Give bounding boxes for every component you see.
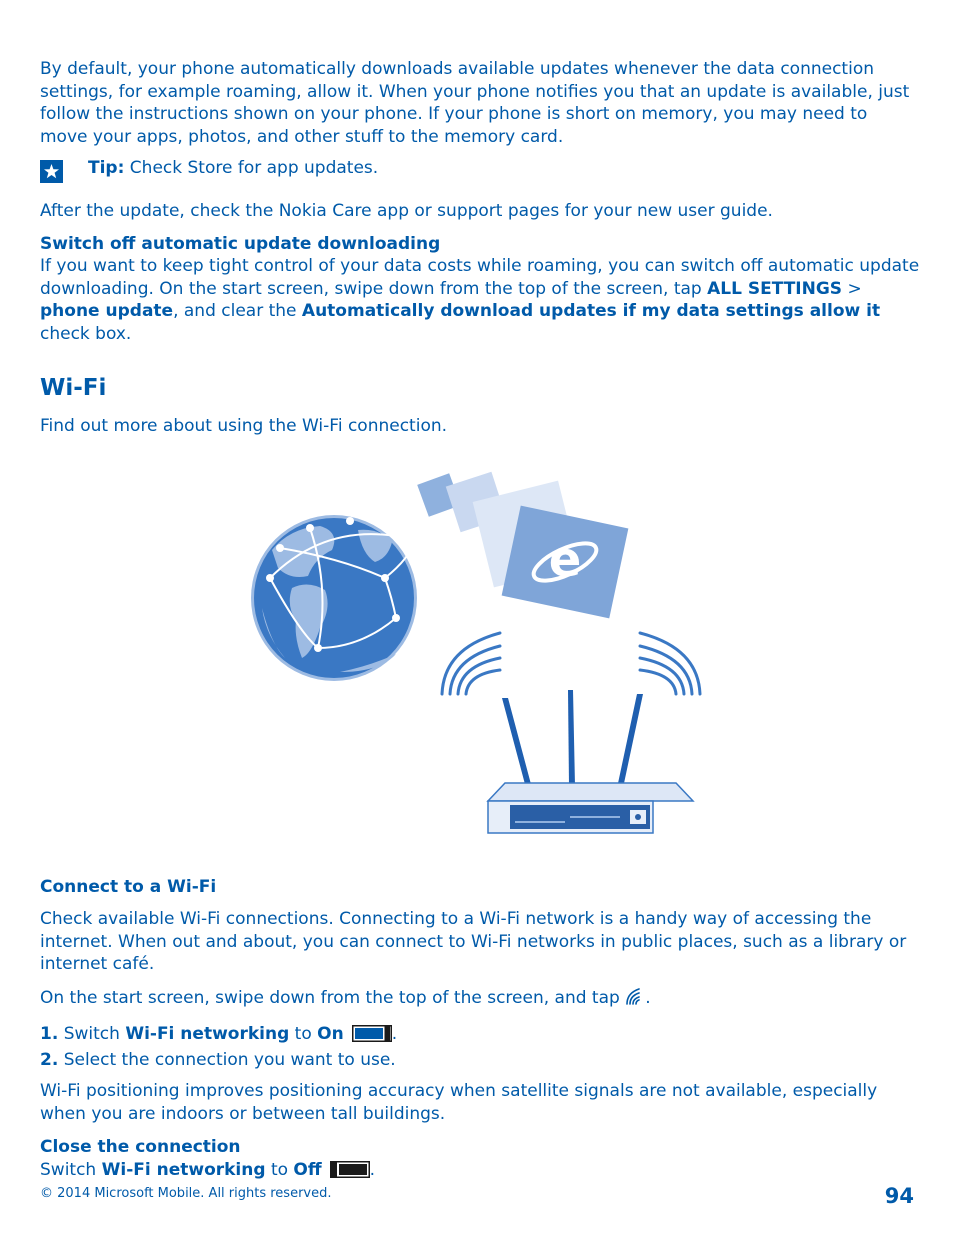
start-screen-paragraph <box>40 987 920 1013</box>
switch-off-text-4: check box. <box>40 323 132 344</box>
wifi-intro: Find out more about using the Wi-Fi connection. <box>40 416 448 436</box>
start-screen-text: On the start screen, swipe down from the top of the screen, and tap <box>40 987 626 1008</box>
on-term: On <box>317 1024 344 1044</box>
wifi-illustration <box>40 458 920 858</box>
switch-off-text-1: If you want to keep tight control of your data costs while roaming, you can switch off automatic update downloading. On the start screen, swipe down from the top of the screen, tap <box>40 256 920 299</box>
wifi-title: Wi-Fi <box>40 375 107 401</box>
tip-text: Check Store for app updates. <box>124 158 379 178</box>
internet-explorer-icon <box>417 471 628 618</box>
star-icon <box>40 160 63 183</box>
step-1-text-2: to <box>289 1024 318 1044</box>
connect-paragraph: Check available Wi-Fi connections. Connecting to a Wi-Fi network is a handy way of accessing the internet. When out and about, you can connect to Wi-Fi networks in public places, such as a library or internet café. <box>40 909 907 974</box>
step-2-text: Select the connection you want to use. <box>58 1049 396 1070</box>
phone-update-term: phone update <box>40 301 174 321</box>
step-1-text-1: Switch <box>58 1024 126 1044</box>
switch-off-text-3: , and clear the <box>173 301 302 321</box>
switch-off-heading: Switch off automatic update downloading <box>40 233 441 254</box>
close-heading: Close the connection <box>40 1137 241 1157</box>
page-number: 94 <box>884 1184 914 1208</box>
tip-label: Tip: <box>88 158 125 178</box>
wifi-icon[interactable] <box>625 987 645 1013</box>
off-term: Off <box>293 1159 322 1180</box>
toggle-off-icon[interactable] <box>330 1161 370 1185</box>
step-1-number: 1. <box>40 1024 59 1044</box>
after-update-paragraph: After the update, check the Nokia Care app or support pages for your new user guide. <box>40 201 773 221</box>
wifi-networking-term: Wi-Fi networking <box>125 1024 290 1044</box>
step-2 <box>40 1049 920 1072</box>
switch-off-text-2: > <box>842 278 862 299</box>
connect-heading: Connect to a Wi-Fi <box>40 876 217 897</box>
intro-paragraph: By default, your phone automatically downloads available updates whenever the data connection settings, for example roaming, allow it. When your phone notifies you that an update is available, just follow the instructions shown on your phone. If your phone is short on memory, you may need to move your apps, photos, and other stuff to the memory card. <box>40 59 910 147</box>
all-settings-term: ALL SETTINGS <box>707 278 843 299</box>
close-paragraph <box>40 1159 920 1185</box>
positioning-paragraph: Wi-Fi positioning improves positioning accuracy when satellite signals are not available, especially when you are indoors or between tall buildings. <box>40 1081 878 1124</box>
close-text-2: to <box>265 1159 294 1180</box>
wifi-router-icon <box>442 633 700 833</box>
tip <box>40 157 920 183</box>
step-1-end: . <box>391 1024 398 1044</box>
start-screen-end: . <box>645 987 651 1008</box>
auto-download-term: Automatically download updates if my data settings allow it <box>301 301 881 321</box>
switch-off-paragraph <box>40 255 920 345</box>
step-1 <box>40 1023 920 1049</box>
close-end: . <box>369 1159 376 1180</box>
close-wifi-networking-term: Wi-Fi networking <box>101 1159 266 1180</box>
copyright: © 2014 Microsoft Mobile. All rights reserved. <box>40 1186 332 1201</box>
svg-text:e: e <box>548 531 582 588</box>
toggle-on-icon[interactable] <box>352 1025 392 1049</box>
step-2-number: 2. <box>40 1049 59 1070</box>
close-text-1: Switch <box>40 1159 102 1180</box>
globe-icon <box>251 515 419 681</box>
page-content <box>40 58 920 1184</box>
